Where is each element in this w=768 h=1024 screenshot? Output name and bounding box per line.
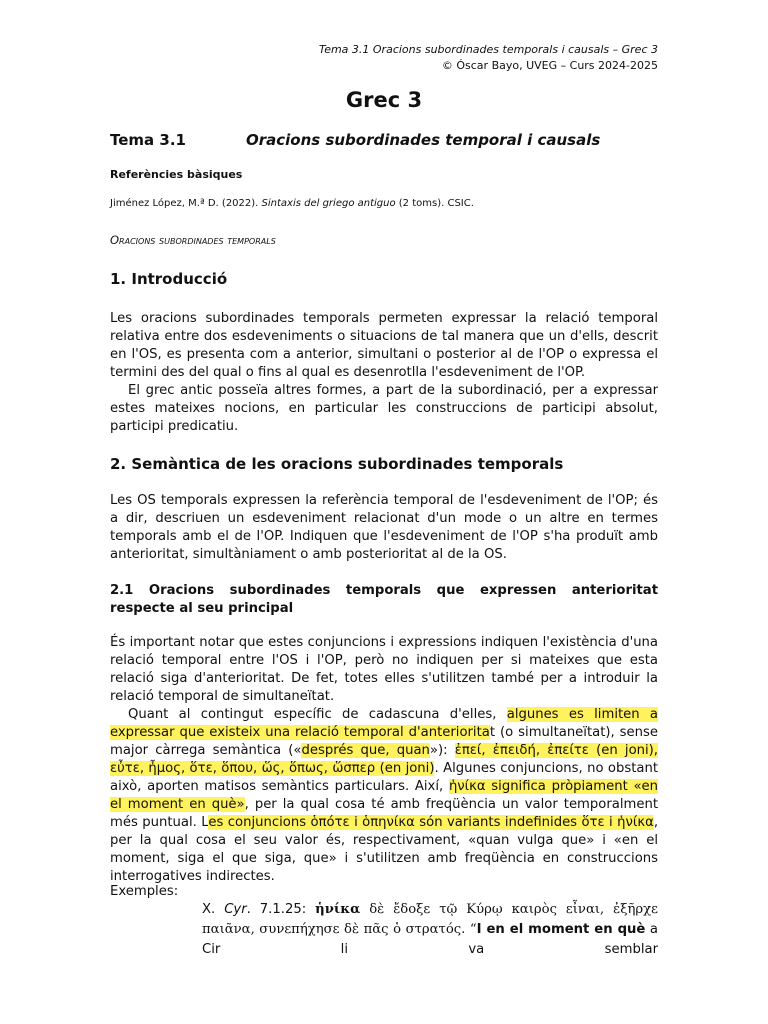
reference-author: Jiménez López, M.ª D. (2022). bbox=[110, 198, 262, 209]
section-label: Oracions subordinades temporals bbox=[110, 233, 276, 247]
highlight-greek-conjunctions: ἐπεί, ἐπειδή, ἐπείτε (en joni), εὖτε, ἦμος, ὅτε, ὅπου, ὥς, ὅπως, ὥσπερ (en joni) bbox=[110, 743, 658, 776]
example-translation-keyword: I en el moment en què bbox=[476, 922, 646, 937]
tema-number: Tema 3.1 bbox=[110, 131, 186, 149]
example-greek-text: δὲ ἔδοξε τῷ Κύρῳ καιρὸς εἶναι, ἐξῆρχε παιᾶνα, συνεπήχησε δὲ πᾶς ὁ στρατός. “ bbox=[202, 902, 658, 937]
highlight-indefinides: es conjuncions ὁπότε i ὁπηνίκα són variants indefinides ὅτε i ἡνίκα bbox=[208, 815, 654, 830]
example-translation-text: a Cir li va semblar bbox=[202, 922, 658, 957]
semantica-paragraph: Les OS temporals expressen la referència temporal de l'esdeveniment de l'OP; és a dir, descriuen un esdeveniment relacionat d'un mode o un altre en termes temporals amb el de l'OP. Indiquen que l'esdeveniment de l'OP s'ha produït amb anterioritat, simultàniament o amb posterioritat al de la OS. bbox=[110, 493, 658, 562]
header-line-2: © Óscar Bayo, UVEG – Curs 2024-2025 bbox=[441, 59, 658, 72]
reference-rest: (2 toms). CSIC. bbox=[395, 198, 474, 209]
highlight-2: després que, quan bbox=[301, 743, 430, 758]
running-header bbox=[319, 42, 658, 74]
reference-work: Sintaxis del griego antiguo bbox=[261, 198, 396, 209]
header-line-1: Tema 3.1 Oracions subordinades temporals i causals – Grec 3 bbox=[318, 43, 658, 56]
intro-paragraph-1: Les oracions subordinades temporals permeten expressar la relació temporal relativa entre dos esdeveniments o situacions de tal manera que un d'ells, descrit en l'OS, es presenta com a anterior, simultani o posterior al de l'OP o expressa el termini des del qual o fins al qual es desenrotlla l'esdeveniment de l'OP. bbox=[110, 311, 658, 380]
heading-anterioritat: 2.1 Oracions subordinades temporals que expressen anterioritat respecte al seu principal bbox=[110, 583, 658, 616]
reference-entry bbox=[110, 198, 474, 209]
highlight-1: algunes es limiten a expressar que existeix una relació temporal d'anteriorita bbox=[110, 707, 659, 740]
references-heading: Referències bàsiques bbox=[110, 168, 243, 181]
example-work: Cyr bbox=[224, 902, 247, 917]
intro-paragraph-2: El grec antic posseïa altres formes, a part de la subordinació, per a expressar estes mateixes nocions, en particular les construccions de participi absolut, participi predicatiu. bbox=[110, 383, 658, 434]
highlight-henika: ἡνίκα significa pròpiament «en el moment en què» bbox=[110, 779, 658, 812]
document-title: Grec 3 bbox=[345, 88, 423, 112]
example-greek-keyword: ἡνίκα bbox=[315, 902, 361, 917]
anterioritat-paragraph-2: Quant al contingut específic de cadascuna d'elles, algunes es limiten a expressar que existeix una relació temporal d'anterioritat (o simultaneïtat), sense major càrrega semàntica («després que, quan»): ἐπεί, ἐπειδή, ἐπείτε (en joni), εὖτε, ἦμος, ὅτε, ὅπου, ὥς, ὅπως, ὥσπερ (en joni). Algunes conjuncions, no obstant això, aporten matisos semàntics particulars. Així, ἡνίκα significa pròpiament «en el moment en què», per la qual cosa té amb freqüència un valor temporalment més puntual. Les conjuncions ὁπότε i ὁπηνίκα són variants indefinides ὅτε i ἡνίκα, per la qual cosa el seu valor és, respectivament, «quan vulga que» i «en el moment, siga el que siga, que» i s'utilitzen amb freqüència en construccions interrogatives indirectes. bbox=[110, 707, 659, 884]
tema-title: Oracions subordinades temporal i causals bbox=[246, 131, 601, 149]
anterioritat-paragraph-1: És important notar que estes conjuncions i expressions indiquen l'existència d'una relació temporal entre l'OS i l'OP, però no indiquen per si mateixes que esta relació siga d'anterioritat. De fet, totes elles s'utilitzen també per a introduir la relació temporal de simultaneïtat. bbox=[110, 635, 658, 704]
heading-semantica: 2. Semàntica de les oracions subordinades temporals bbox=[110, 455, 564, 473]
examples-label: Exemples: bbox=[110, 884, 179, 899]
heading-introduccio: 1. Introducció bbox=[110, 270, 228, 288]
example-entry: X. Cyr. 7.1.25: ἡνίκα δὲ ἔδοξε τῷ Κύρῳ καιρὸς εἶναι, ἐξῆρχε παιᾶνα, συνεπήχησε δὲ πᾶς ὁ στρατός. “I en el moment en què a Cir li va semblar bbox=[202, 902, 658, 957]
